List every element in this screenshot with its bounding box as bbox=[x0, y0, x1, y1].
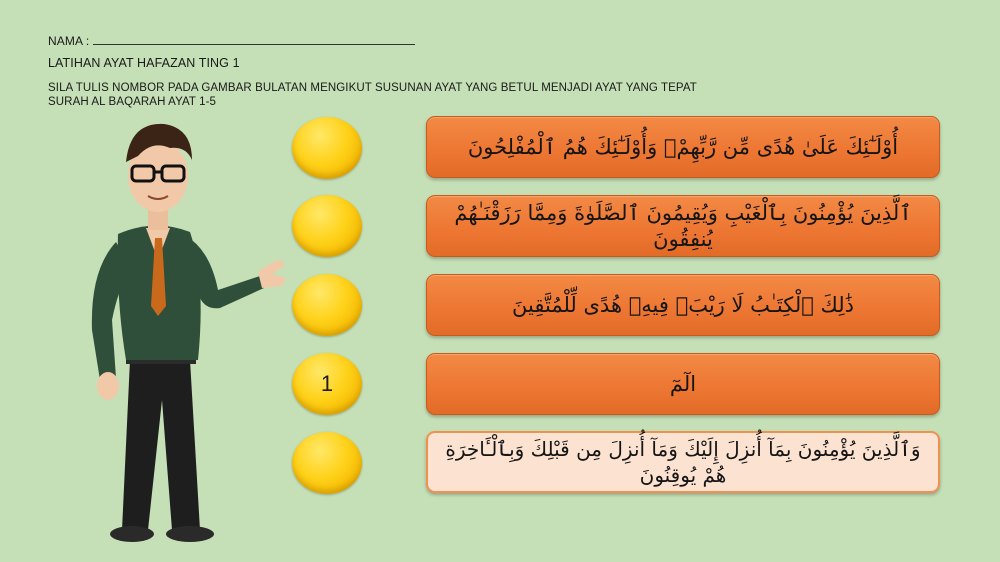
verse-card-5[interactable] bbox=[426, 431, 940, 493]
verse-text: وَٱلَّذِينَ يُؤْمِنُونَ بِمَآ أُنزِلَ إِلَيْكَ وَمَآ أُنزِلَ مِن قَبْلِكَ وَبِٱلْـَٔاخِرَةِ هُمْ يُوقِنُونَ bbox=[445, 437, 921, 487]
answer-circle-5[interactable] bbox=[292, 432, 362, 494]
verse-card-3[interactable] bbox=[426, 274, 940, 336]
verse-card-2[interactable] bbox=[426, 195, 940, 257]
answer-circle-4[interactable]: 1 bbox=[292, 353, 362, 415]
name-label: NAMA : bbox=[48, 34, 90, 48]
verse-card-1[interactable] bbox=[426, 116, 940, 178]
teacher-character-illustration bbox=[60, 110, 290, 550]
verse-text: الٓمٓ bbox=[669, 372, 697, 396]
instruction-line-2: SURAH AL BAQARAH AYAT 1-5 bbox=[48, 96, 217, 108]
instructions bbox=[48, 81, 697, 109]
instruction-line-1: SILA TULIS NOMBOR PADA GAMBAR BULATAN MENGIKUT SUSUNAN AYAT YANG BETUL MENJADI AYAT YANG TEPAT bbox=[48, 82, 697, 94]
verse-text: أُوْلَـٰٓئِكَ عَلَىٰ هُدًى مِّن رَّبِّهِمْۖ وَأُوْلَـٰٓئِكَ هُمُ ٱلْمُفْلِحُونَ bbox=[467, 135, 899, 159]
name-row bbox=[48, 33, 415, 48]
verse-text: ٱلَّذِينَ يُؤْمِنُونَ بِٱلْغَيْبِ وَيُقِيمُونَ ٱلصَّلَوٰةَ وَمِمَّا رَزَقْنَـٰهُمْ يُنفِقُونَ bbox=[454, 201, 912, 251]
answer-circle-3[interactable] bbox=[292, 274, 362, 336]
verse-text: ذَٰلِكَ ٱلْكِتَـٰبُ لَا رَيْبَۛ فِيهِۛ هُدًى لِّلْمُتَّقِينَ bbox=[512, 293, 854, 317]
page-title: LATIHAN AYAT HAFAZAN TING 1 bbox=[48, 56, 240, 70]
verse-card-4[interactable] bbox=[426, 353, 940, 415]
answer-circle-1[interactable] bbox=[292, 117, 362, 179]
name-field[interactable] bbox=[93, 33, 415, 45]
answer-circle-2[interactable] bbox=[292, 195, 362, 257]
